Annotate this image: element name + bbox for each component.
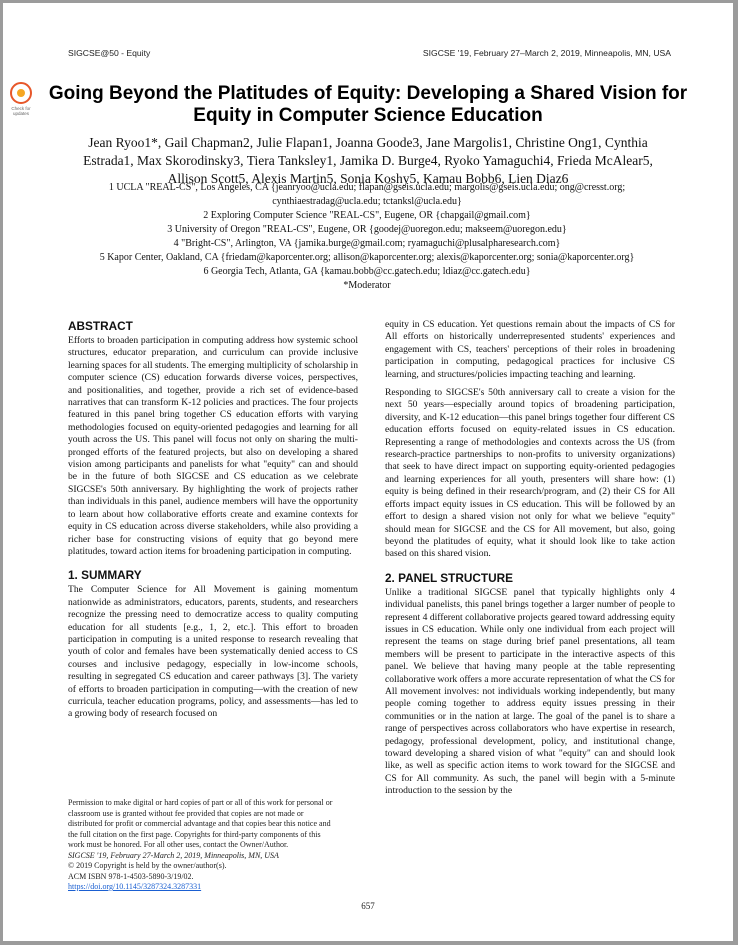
check-for-updates-label: Check for updates xyxy=(11,106,31,116)
check-for-updates-badge[interactable] xyxy=(7,82,35,124)
running-header-left: SIGCSE@50 - Equity xyxy=(68,48,151,58)
copyright-line: © 2019 Copyright is held by the owner/author(s). xyxy=(68,861,227,870)
affiliation: 3 University of Oregon "REAL-CS", Eugene, OR {goodej@uoregon.edu; makseem@uoregon.edu} xyxy=(167,224,567,235)
paragraph: Responding to SIGCSE's 50th anniversary call to create a vision for the next 50 years—especially around topics of broadening participation, diversity, and K-12 education—this panel brings together four different CS education efforts focused on equity-related issues in CS education. Representing a range of methodologies and contexts across the US (from research-practice partnerships to non-profits to university organizations) that seek to have direct impact on supporting equity-oriented pedagogies and learning experiences for all youth, presenters will share how: (1) equity is being defined in their research/program, and (2) their CS for All efforts impact equity issues in CS education. This will be followed by an effort to design a shared vision not only for what we believe "equity" should mean for SIGCSE and the CS for All movement, but also, going beyond the platitudes of equity, what it should look like to take action based on this shared vision. xyxy=(385,387,675,560)
affiliation: 4 "Bright-CS", Arlington, VA {jamika.burge@gmail.com; ryamaguchi@plusalpharesearch.com} xyxy=(173,238,561,249)
paper-page xyxy=(3,3,733,941)
panel-structure-heading: 2. PANEL STRUCTURE xyxy=(385,570,514,585)
doi-link[interactable]: https://doi.org/10.1145/3287324.3287331 xyxy=(68,882,202,891)
affiliations xyxy=(71,181,663,293)
check-for-updates-icon xyxy=(10,82,32,104)
abstract-text: Efforts to broaden participation in computing address how systemic school structures, educator preparation, and curriculum can provide inclusive learning spaces for all students. The emerging multiplicity of scholarship in computer science (CS) education forwards diverse voices, perspectives, and positionalities, and together, provide a rich set of evidence-based narratives that can transform K-12 policies and practices. The four projects featured in this panel bring together CS education efforts with varying methodologies focused on equity-oriented pedagogies and learning for all youth across the US. This panel will focus not only on sharing the multi-pronged efforts of the featured projects, but also on developing a shared vision among participants and panelists for what "equity" can and should be in the future of both SIGCSE and CS education as we celebrate SIGCSE's 50th anniversary. By highlighting the work of projects rather than individuals in this panel, audience members will have the opportunity to learn about how collaborative efforts create and examine contexts for equity in CS education across diverse stakeholders, while also providing a richer base for constructing visions of equity that go beyond mere platitudes, toward action items for broadening participation in computing. xyxy=(68,335,358,557)
permission-block xyxy=(68,798,338,893)
paragraph: equity in CS education. Yet questions remain about the impacts of CS for All efforts on historically underrepresented students' experiences and engagement with CS, teachers' perceptions of their roles in broadening participation in computing, pedagogical practices for inclusive CS learning, and structures/policies impacting teaching and learning. xyxy=(385,319,675,380)
permission-text: Permission to make digital or hard copies of part or all of this work for personal or classroom use is granted without fee provided that copies are not made or distributed for profit or commercial advantage and that copies bear this notice and the full citation on the first page. Copyrights for third-party components of this work must be honored. For all other uses, contact the Owner/Author. xyxy=(68,798,333,849)
panel-structure-text: Unlike a traditional SIGCSE panel that typically highlights only 4 individual panelists, this panel brings together a larger number of people to represent 4 different collaborative projects geared toward addressing equity issues in CS education. While only one individual from each project will represent the teams on stage during brief panel presentations, all team members will be present to participate in the interactive aspects of this panel. We believe that having many people at the table representing collaborative work offers a more accurate representation of what the CS for All movement involves: not individuals working independently, but many people coming together to address equity issues pressing in their communities or in the nation at large. The goal of the panel is to share a range of perspectives across collaborators who have expertise in research, pedagogy, professional development, policy, and institutional change, toward developing a shared vision of what "equity" can and should look like, as well as specific action items to work toward for the SIGCSE and CS for All community. As such, the panel will begin with a 5-minute introduction to the session by the xyxy=(385,586,675,797)
running-header-right: SIGCSE '19, February 27–March 2, 2019, Minneapolis, MN, USA xyxy=(422,48,671,58)
right-column xyxy=(385,319,675,804)
isbn-line: ACM ISBN 978-1-4503-5890-3/19/02. xyxy=(68,871,194,881)
left-column xyxy=(68,319,358,727)
affiliation: 1 UCLA "REAL-CS", Los Angeles, CA {jeanryoo@ucla.edu; flapan@gseis.ucla.edu; margolis@gseis.ucla.edu; ong@cresst.org; cynthiaestradag@ucla.edu; tctanksl@ucla.edu} xyxy=(108,182,626,207)
affiliation: 5 Kapor Center, Oakland, CA {friedam@kaporcenter.org; allison@kaporcenter.org; alexis@kaporcenter.org; sonia@kaporcenter.org} xyxy=(99,252,635,263)
summary-text: The Computer Science for All Movement is gaining momentum nationwide as administrators, educators, parents, students, and researchers recognize the pressing need to democratize access to quality computing education for all students [e.g., 1, 2, etc.]. This effort to broaden participation in computing is a united response to research revealing that youth of color and females have been systematically denied access to CS courses and inclusive pedagogy, especially in low-income schools, resulting in segregated CS education and career pathways [3]. The variety of efforts to broaden participation in computing—with the creation of new curricula, teacher education programs, policy, and assessments—has led to a growing body of research focused on xyxy=(68,584,358,720)
affiliation: 6 Georgia Tech, Atlanta, GA {kamau.bobb@cc.gatech.edu; ldiaz@cc.gatech.edu} xyxy=(203,266,531,277)
page-number: 657 xyxy=(361,901,375,911)
conference-line: SIGCSE '19, February 27-March 2, 2019, Minneapolis, MN, USA xyxy=(68,850,279,860)
abstract-heading: ABSTRACT xyxy=(68,319,133,333)
author-list: Jean Ryoo1*, Gail Chapman2, Julie Flapan1, Joanna Goode3, Jane Margolis1, Christine Ong1, Cynthia Estrada1, Max Skorodinsky3, Tiera Tanksley1, Jamika D. Burge4, Ryoko Yamaguchi4, Frieda McAlear5, Allison Scott5, Alexis Martin5, Sonia Koshy5, Kamau Bobb6, Lien Diaz6 xyxy=(83,135,653,186)
moderator-note: *Moderator xyxy=(343,280,391,291)
affiliation: 2 Exploring Computer Science "REAL-CS", Eugene, OR {chapgail@gmail.com} xyxy=(203,210,531,221)
paper-title: Going Beyond the Platitudes of Equity: Developing a Shared Vision for Equity in Computer Science Education xyxy=(48,83,688,126)
summary-heading: 1. SUMMARY xyxy=(68,568,142,583)
